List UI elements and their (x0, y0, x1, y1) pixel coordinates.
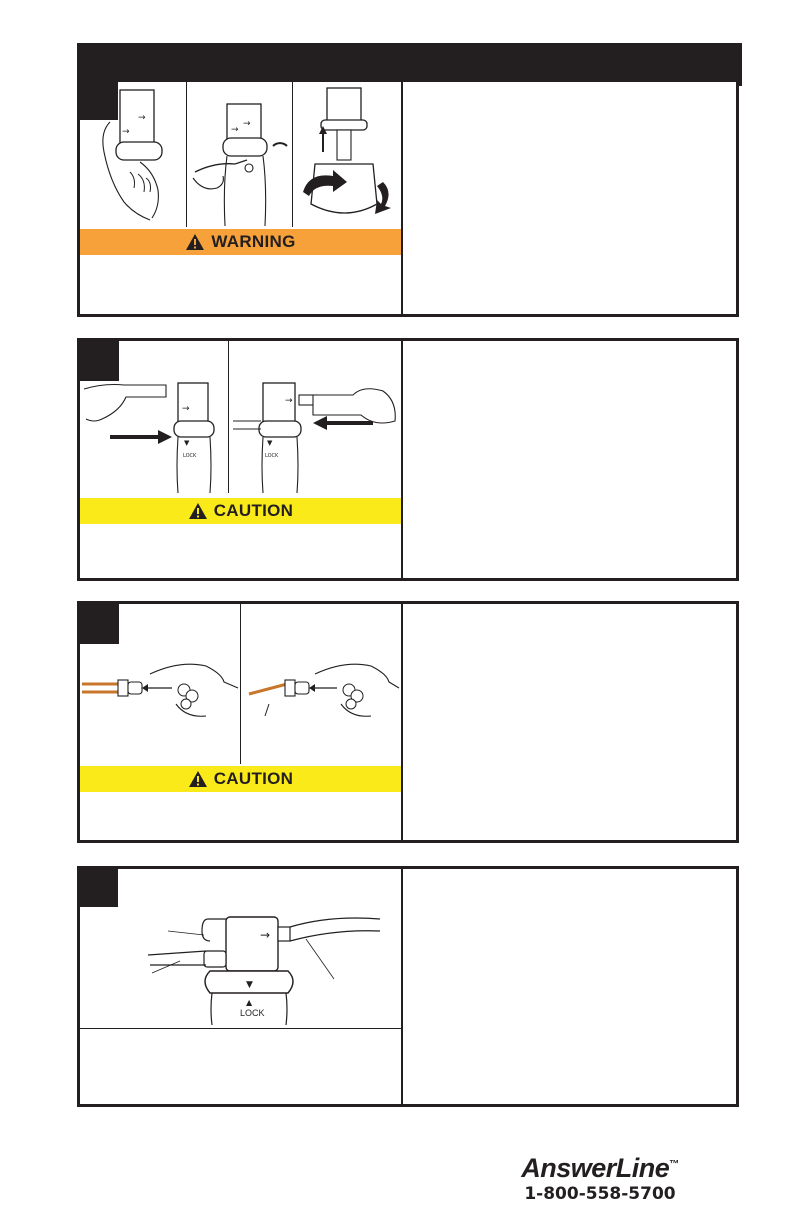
step-1-badge (80, 82, 118, 120)
warning-triangle-icon (185, 233, 205, 251)
svg-text:LOCK: LOCK (183, 453, 197, 459)
step-4-instructions (401, 869, 736, 1104)
svg-text:→: → (182, 404, 190, 414)
step-4-left (80, 869, 401, 1104)
phone-number: 1-800-558-5700 (524, 1184, 676, 1204)
svg-text:→: → (260, 928, 271, 942)
svg-text:→: → (285, 396, 293, 406)
step-1-panel (77, 82, 739, 317)
caution-banner (80, 498, 401, 524)
svg-text:▼: ▼ (246, 980, 253, 990)
svg-text:→: → (122, 127, 130, 137)
caution-label: CAUTION (213, 769, 294, 788)
header-bar (77, 43, 742, 86)
svg-text:LOCK: LOCK (265, 453, 279, 459)
step-1-left (80, 82, 401, 314)
svg-text:▼: ▼ (184, 439, 190, 447)
warning-banner (80, 229, 401, 255)
warning-label: WARNING (211, 232, 296, 251)
illustration-twist-filter (293, 82, 401, 227)
note-divider (80, 1028, 401, 1029)
step-3-left (80, 604, 401, 840)
step-4-panel (77, 866, 739, 1107)
brand-name: AnswerLine (521, 1153, 670, 1183)
step-1-instructions (401, 82, 736, 314)
caution-label: CAUTION (213, 501, 294, 520)
step-3-panel (77, 601, 739, 843)
step-3-badge (80, 604, 119, 644)
caution-triangle-icon (188, 770, 208, 788)
illustration-insert-tube-outlet (229, 341, 401, 493)
caution-banner (80, 766, 401, 792)
step-4-badge (80, 869, 118, 907)
svg-text:→: → (231, 125, 239, 135)
step-2-badge (80, 341, 119, 381)
caution-triangle-icon (188, 502, 208, 520)
step-2-instructions (401, 341, 736, 578)
step-2-panel (77, 338, 739, 581)
svg-text:LOCK: LOCK (240, 1008, 265, 1018)
illustration-connected-head (80, 869, 401, 1025)
step-2-left (80, 341, 401, 578)
step-3-instructions (401, 604, 736, 840)
svg-text:→: → (138, 113, 146, 123)
illustration-screwdriver (187, 82, 292, 227)
illustration-remove-tube-b (241, 604, 401, 764)
trademark: ™ (669, 1159, 679, 1170)
svg-text:▲: ▲ (246, 998, 253, 1007)
answerline-logo (500, 1150, 700, 1210)
svg-text:▼: ▼ (267, 439, 273, 447)
svg-text:→: → (243, 119, 251, 129)
